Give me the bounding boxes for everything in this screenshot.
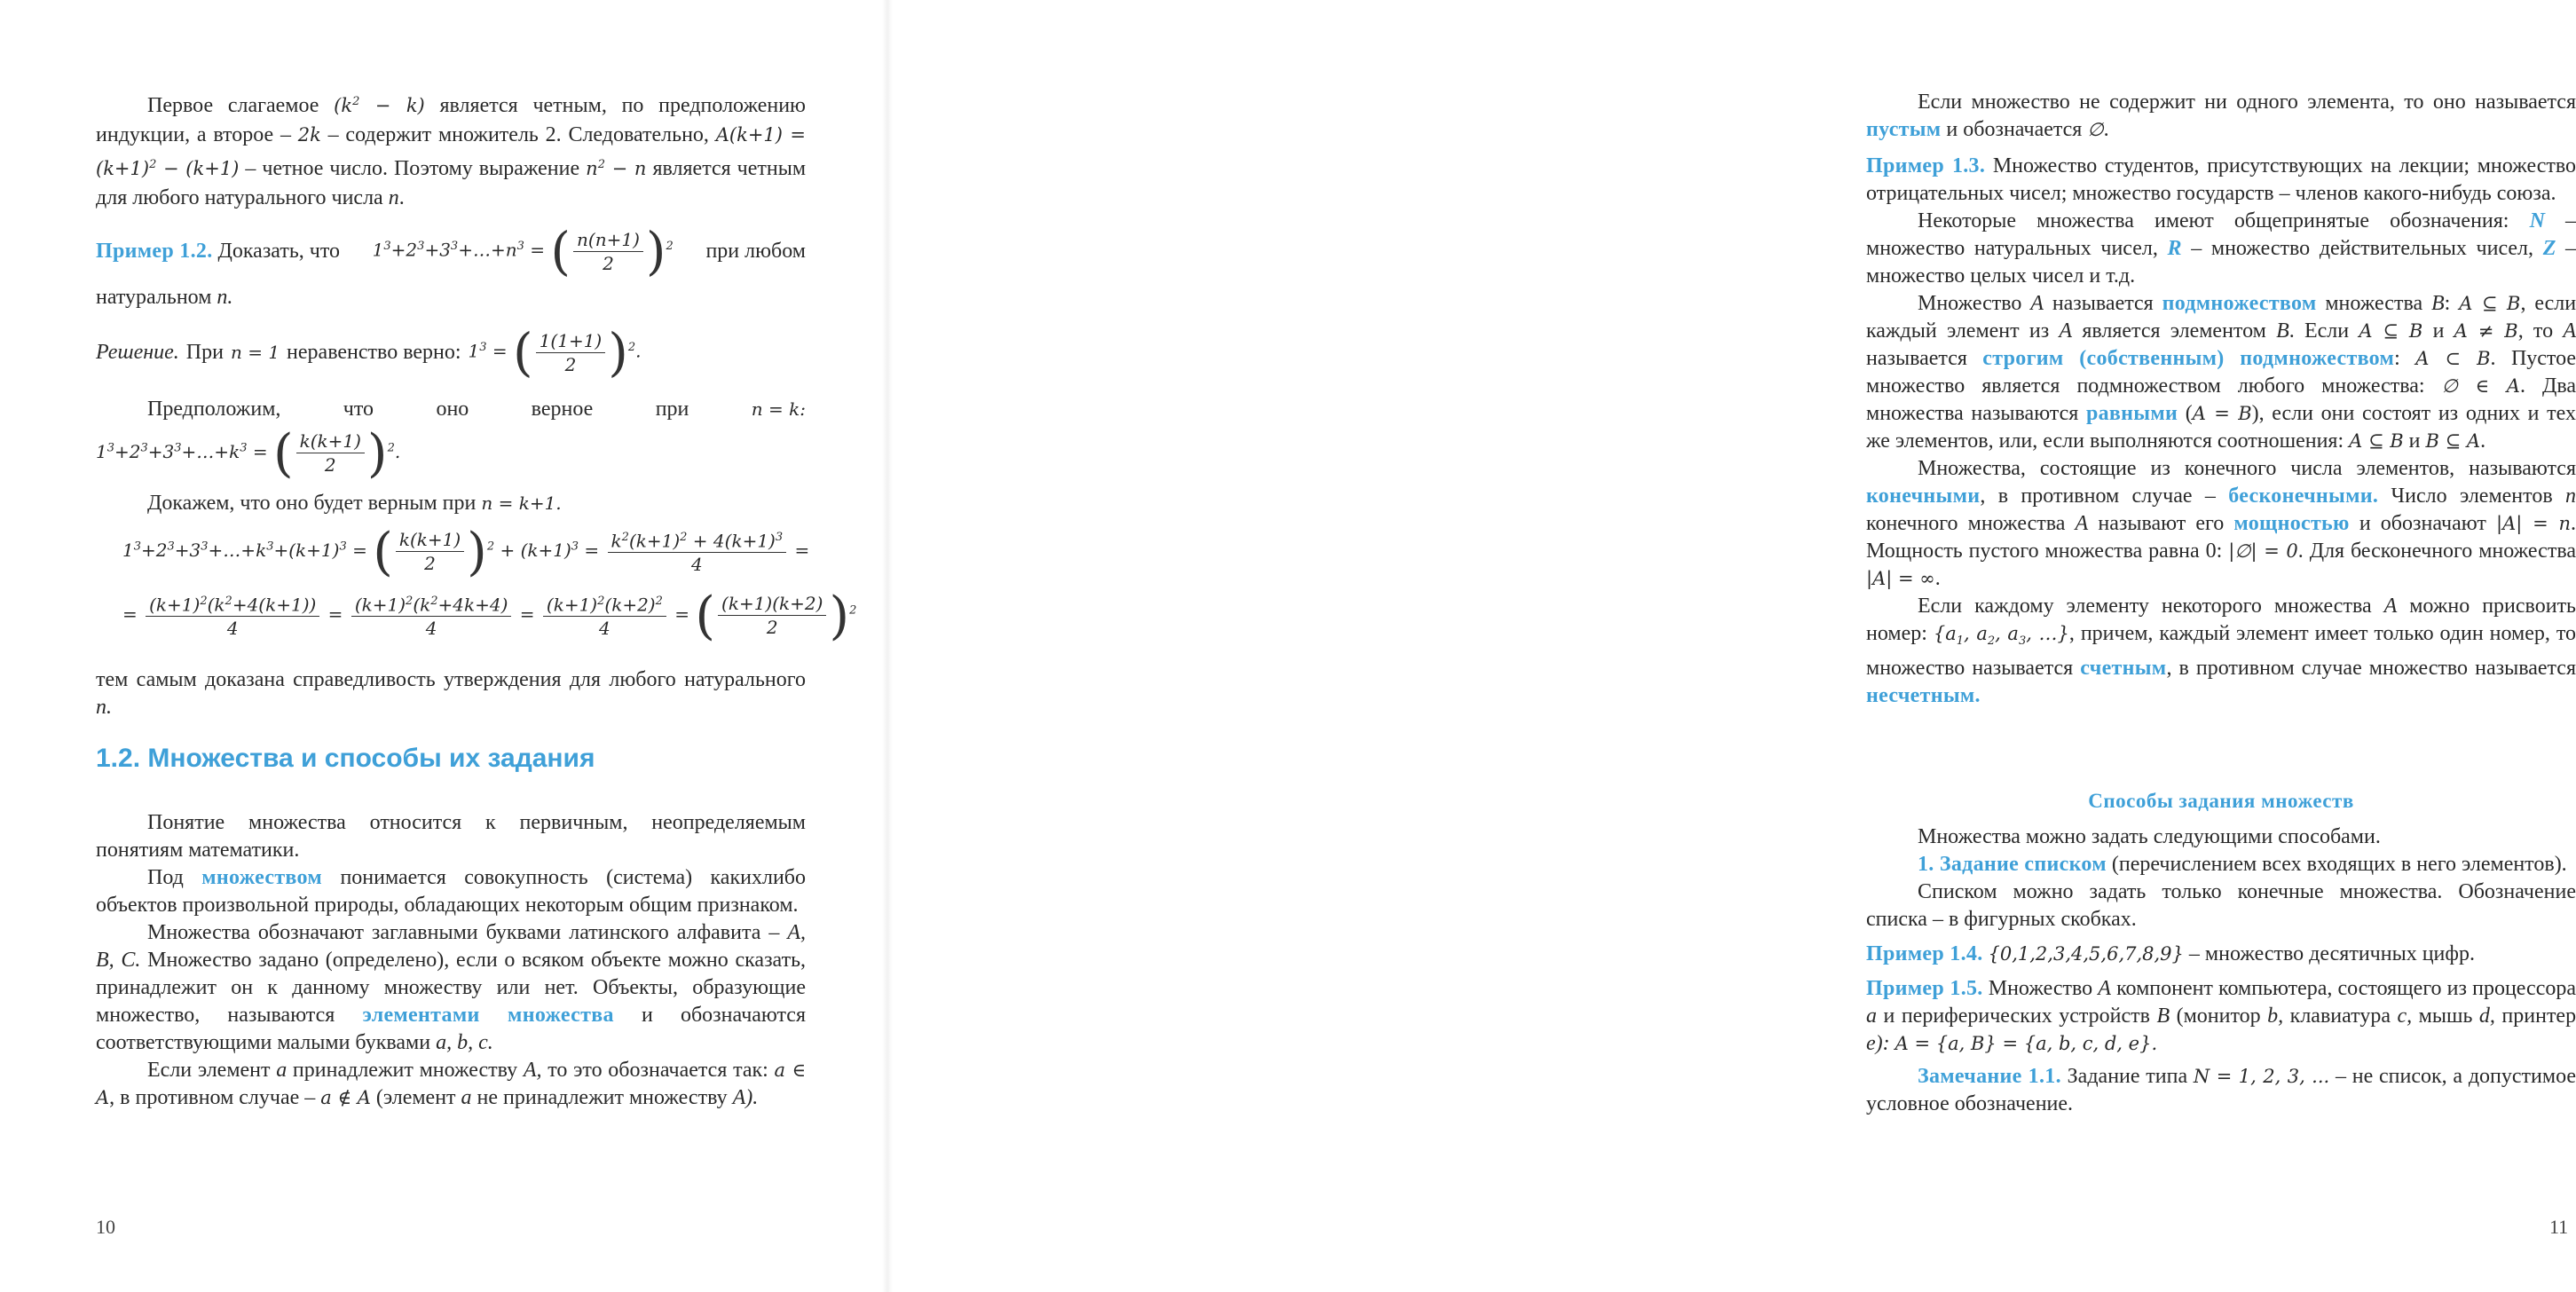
page-number-left: 10	[96, 1216, 115, 1238]
term-equal: равными	[2085, 402, 2178, 425]
right-page	[887, 0, 2576, 1292]
conclusion: тем самым доказана справедливость утверждения для любого натурального n.	[96, 668, 806, 719]
methods-section: Способы задания множеств Множества можно задать следующими способами. 1. Задание списком (перечислением всех входящих в него элементов). Списком можно задать только конечные множества. Обозначение списка – в фигурных скобках. Пример 1.4. {0,1,2,3,4,5,6,7,8,9} – множество десятичных цифр. Пример 1.5. Множество A компонент компьютера, состоящего из процессора a и периферических устройств B (монитор b, клавиатура c, мышь d, принтер e): A = {a, B} = {a, b, c, d, e}. Замечание 1.1. Задание типа N = 1, 2, 3, ... – не список, а допустимое условное обозначение.	[1866, 790, 2576, 1115]
term-finite: конечными	[1866, 484, 1981, 508]
section-title: 1.2. Множества и способы их задания	[96, 744, 595, 773]
subheading-methods: Способы задания множеств	[2088, 790, 2354, 812]
term-elements: элементами множества	[362, 1004, 614, 1027]
example-label: Пример 1.3.	[1866, 154, 1986, 177]
term-set: множеством	[201, 866, 323, 889]
term-countable: счетным	[2080, 657, 2167, 681]
example-1-3: Пример 1.3. Множество студентов, присутствующих на лекции; множество отрицательных чисел; множество государств – членов какого-нибудь союза. Некоторые множества имеют общепринятые обозначения: N – множество натуральных чисел, R – множество действительных чисел, Z – множество целых чисел и т.д. Множество A называется подмножеством множества B: A ⊆ B, если каждый элемент из A является элементом B. Если A ⊆ B и A ≠ B, то A называется строгим (собственным) подмножеством: A ⊂ B. Пустое множество является подмножеством любого множества: ∅ ∈ A. Два множества называются равными (A = B), если они состоят из одних и тех же элементов, или, если выполняются соотношения: A ⊆ B и B ⊆ A. Множества, состоящие из конечного числа элементов, называются конечными, в противном случае – бесконечными. Число элементов n конечного множества A называют его мощностью и обозначают |A| = n. Мощность пустого множества равна 0: |∅| = 0. Для бесконечного множества |A| = ∞. Если каждому элементу некоторого множества A можно присвоить номер: {$a_1$, $a_2$, $a_3$, …}, причем, каждый элемент имеет только один номер, то множество называется счетным, в противном случае множество называется несчетным.	[1866, 154, 2576, 708]
method-list: 1. Задание списком	[1918, 853, 2107, 876]
sets-definitions: Понятие множества относится к первичным, неопределяемым понятиям математики. Под множеством понимается совокупность (система) какихлибо объектов произвольной природы, обладающих некоторым общим признаком. Множества обозначают заглавными буквами латинского алфавита – A, B, C. Множество задано (определено), если о всяком объекте можно сказать, принадлежит он к данному множеству или нет. Объекты, образующие множество, называются элементами множества и обозначаются соответствующими малыми буквами a, b, c. Если элемент a принадлежит множеству A, то это обозначается так: a ∈ A, в противном случае – a ∉ A (элемент a не принадлежит множеству A).	[96, 811, 807, 1109]
term-subset: подмножеством	[2162, 292, 2317, 315]
term-strict-subset: строгим (собственным) подмножеством	[1982, 347, 2395, 370]
assumption: Предположим, что оно верное при n = k: $1^3+2^3+3^3+\dots+k^3$ = ( $\frac{k(k+1)}{2}$ )$^2$.	[96, 398, 806, 483]
example-1-2: Пример 1.2. Доказать, что $1^3+2^3+3^3+\dots+n^3$ = ( $\frac{n(n+1)}{2}$ )$^2$ при любом натуральном n.	[96, 221, 806, 309]
left-page	[0, 0, 887, 1292]
solution: Решение. При n = 1 неравенство верно: $1^3$ = ( $\frac{1(1+1)}{2}$ )$^2$.	[96, 322, 642, 382]
term-cardinality: мощностью	[2233, 512, 2350, 535]
example-label: Пример 1.4.	[1866, 942, 1983, 965]
example-label: Пример 1.2.	[96, 239, 213, 263]
page-number-right: 11	[2549, 1216, 2569, 1238]
term-uncountable: несчетным.	[1866, 684, 1981, 708]
derivation-line-2: = $\frac{(k+1)^2(k^2+4(k+1))}{4}$ = $\frac{(k+1)^2(k^2+4k+4)}{4}$ = $\frac{(k+1)^2(k+2)^2}{4}$ = ( $\frac{(k+1)(k+2)}{2}$ )$^2$	[122, 585, 857, 645]
example-label: Пример 1.5.	[1866, 977, 1983, 1000]
remark-label: Замечание 1.1.	[1918, 1065, 2061, 1088]
prove-line: Докажем, что оно будет верным при n = k+1.	[147, 492, 562, 515]
para-induction: Первое слагаемое $(k^2 - k)$ является четным, по предположению индукции, а второе – 2k – содержит множитель 2. Следовательно, $A(k+1) = (k+1)^2 - (k+1)$ – четное число. Поэтому выражение $n^2 - n$ является четным для любого натурального числа n.	[96, 94, 807, 209]
para-empty-set: Если множество не содержит ни одного элемента, то оно называется пустым и обозначается ∅.	[1866, 91, 2576, 141]
term-empty: пустым	[1866, 118, 1942, 141]
derivation-line-1: $1^3+2^3+3^3+\dots+k^3+(k+1)^3$ = ( $\frac{k(k+1)}{2}$ )$^2 + (k+1)^3$ = $\frac{k^2(k+1)^2 + 4(k+1)^3}{4}$ =	[122, 521, 810, 581]
term-infinite: бесконечными.	[2228, 484, 2379, 508]
section-heading	[96, 744, 806, 774]
formula-sum-cubes: $1^3+2^3+3^3+\dots+n^3$ = ( $\frac{n(n+1)}{2}$ )$^2$	[372, 221, 674, 281]
